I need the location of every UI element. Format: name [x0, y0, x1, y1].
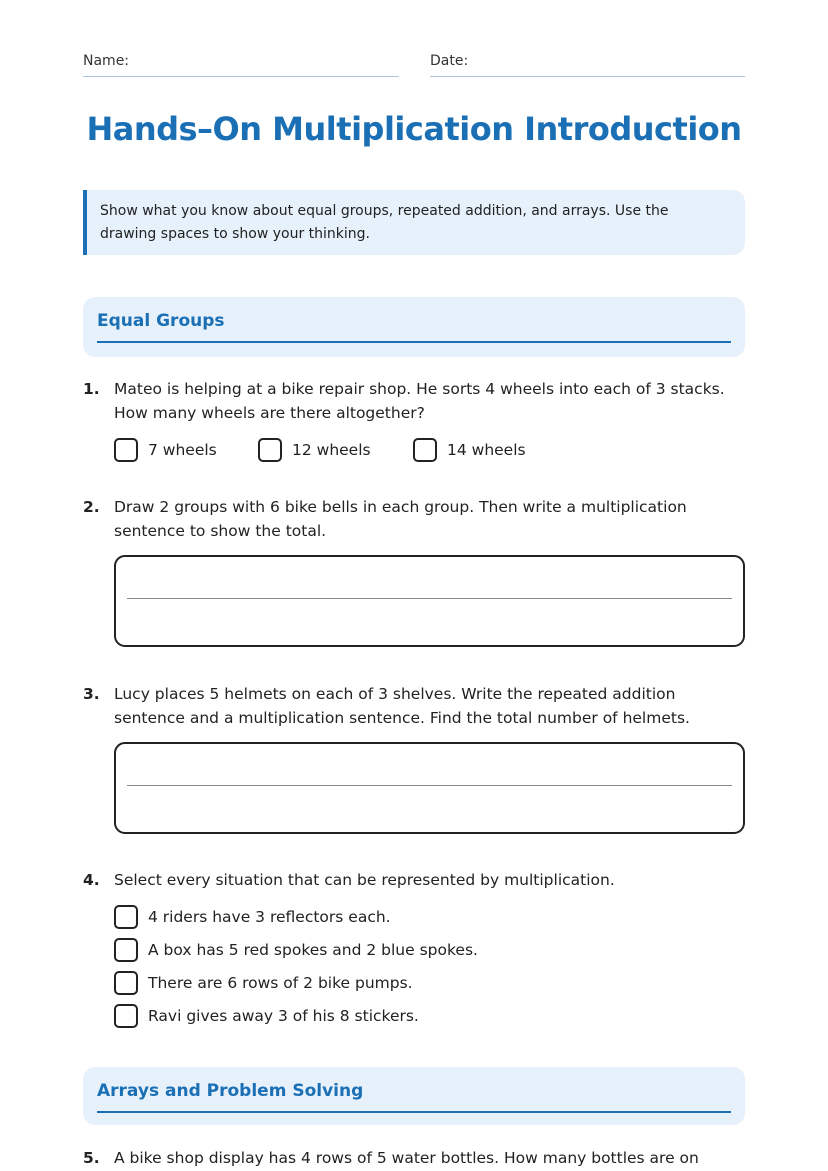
question-number: 2.: [83, 498, 100, 516]
answer-option[interactable]: [114, 1002, 734, 1030]
page-title: Hands–On Multiplication Introduction: [86, 110, 742, 148]
question-text: Select every situation that can be represented by multiplication.: [114, 871, 615, 889]
option-label: 4 riders have 3 reflectors each.: [148, 908, 391, 926]
question-number: 3.: [83, 685, 100, 703]
question-1-options: [114, 436, 734, 464]
checkbox[interactable]: [413, 438, 437, 462]
option-label: There are 6 rows of 2 bike pumps.: [148, 974, 413, 992]
option-label: A box has 5 red spokes and 2 blue spokes.: [148, 941, 478, 959]
question-number: 1.: [83, 380, 100, 398]
option-label: 12 wheels: [292, 441, 371, 459]
section-title: Equal Groups: [97, 311, 731, 343]
drawing-space[interactable]: [114, 742, 745, 834]
answer-option[interactable]: [114, 903, 734, 931]
question-number: 4.: [83, 871, 100, 889]
option-label: Ravi gives away 3 of his 8 stickers.: [148, 1007, 419, 1025]
question-text: Mateo is helping at a bike repair shop. He sorts 4 wheels into each of 3 stacks. How many wheels are there altogether?: [114, 380, 725, 422]
answer-option[interactable]: [413, 436, 526, 464]
checkbox[interactable]: [114, 1004, 138, 1028]
checkbox[interactable]: [114, 938, 138, 962]
question-text: Lucy places 5 helmets on each of 3 shelves. Write the repeated addition sentence and a multiplication sentence. Find the total number of helmets.: [114, 685, 690, 727]
question-4-options: [114, 903, 734, 1035]
answer-option[interactable]: [114, 936, 734, 964]
name-label: Name:: [83, 53, 130, 69]
question-text: Draw 2 groups with 6 bike bells in each group. Then write a multiplication sentence to show the total.: [114, 498, 687, 540]
option-label: 7 wheels: [148, 441, 217, 459]
date-field[interactable]: [430, 52, 745, 77]
name-field[interactable]: [83, 52, 399, 77]
answer-option[interactable]: [114, 969, 734, 997]
checkbox[interactable]: [114, 438, 138, 462]
student-info-row: [83, 52, 745, 78]
writing-line: [127, 785, 732, 786]
question-number: 5.: [83, 1149, 100, 1167]
checkbox[interactable]: [258, 438, 282, 462]
question-text: A bike shop display has 4 rows of 5 water bottles. How many bottles are on: [114, 1149, 699, 1167]
drawing-space[interactable]: [114, 555, 745, 647]
section-title: Arrays and Problem Solving: [97, 1081, 731, 1113]
section-header-equal-groups: [83, 297, 745, 357]
answer-option[interactable]: [114, 436, 217, 464]
checkbox[interactable]: [114, 905, 138, 929]
instructions-callout: Show what you know about equal groups, repeated addition, and arrays. Use the drawing spaces to show your thinking.: [83, 190, 745, 255]
checkbox[interactable]: [114, 971, 138, 995]
writing-line: [127, 598, 732, 599]
date-label: Date:: [430, 53, 469, 69]
section-header-arrays: [83, 1067, 745, 1125]
option-label: 14 wheels: [447, 441, 526, 459]
answer-option[interactable]: [258, 436, 371, 464]
